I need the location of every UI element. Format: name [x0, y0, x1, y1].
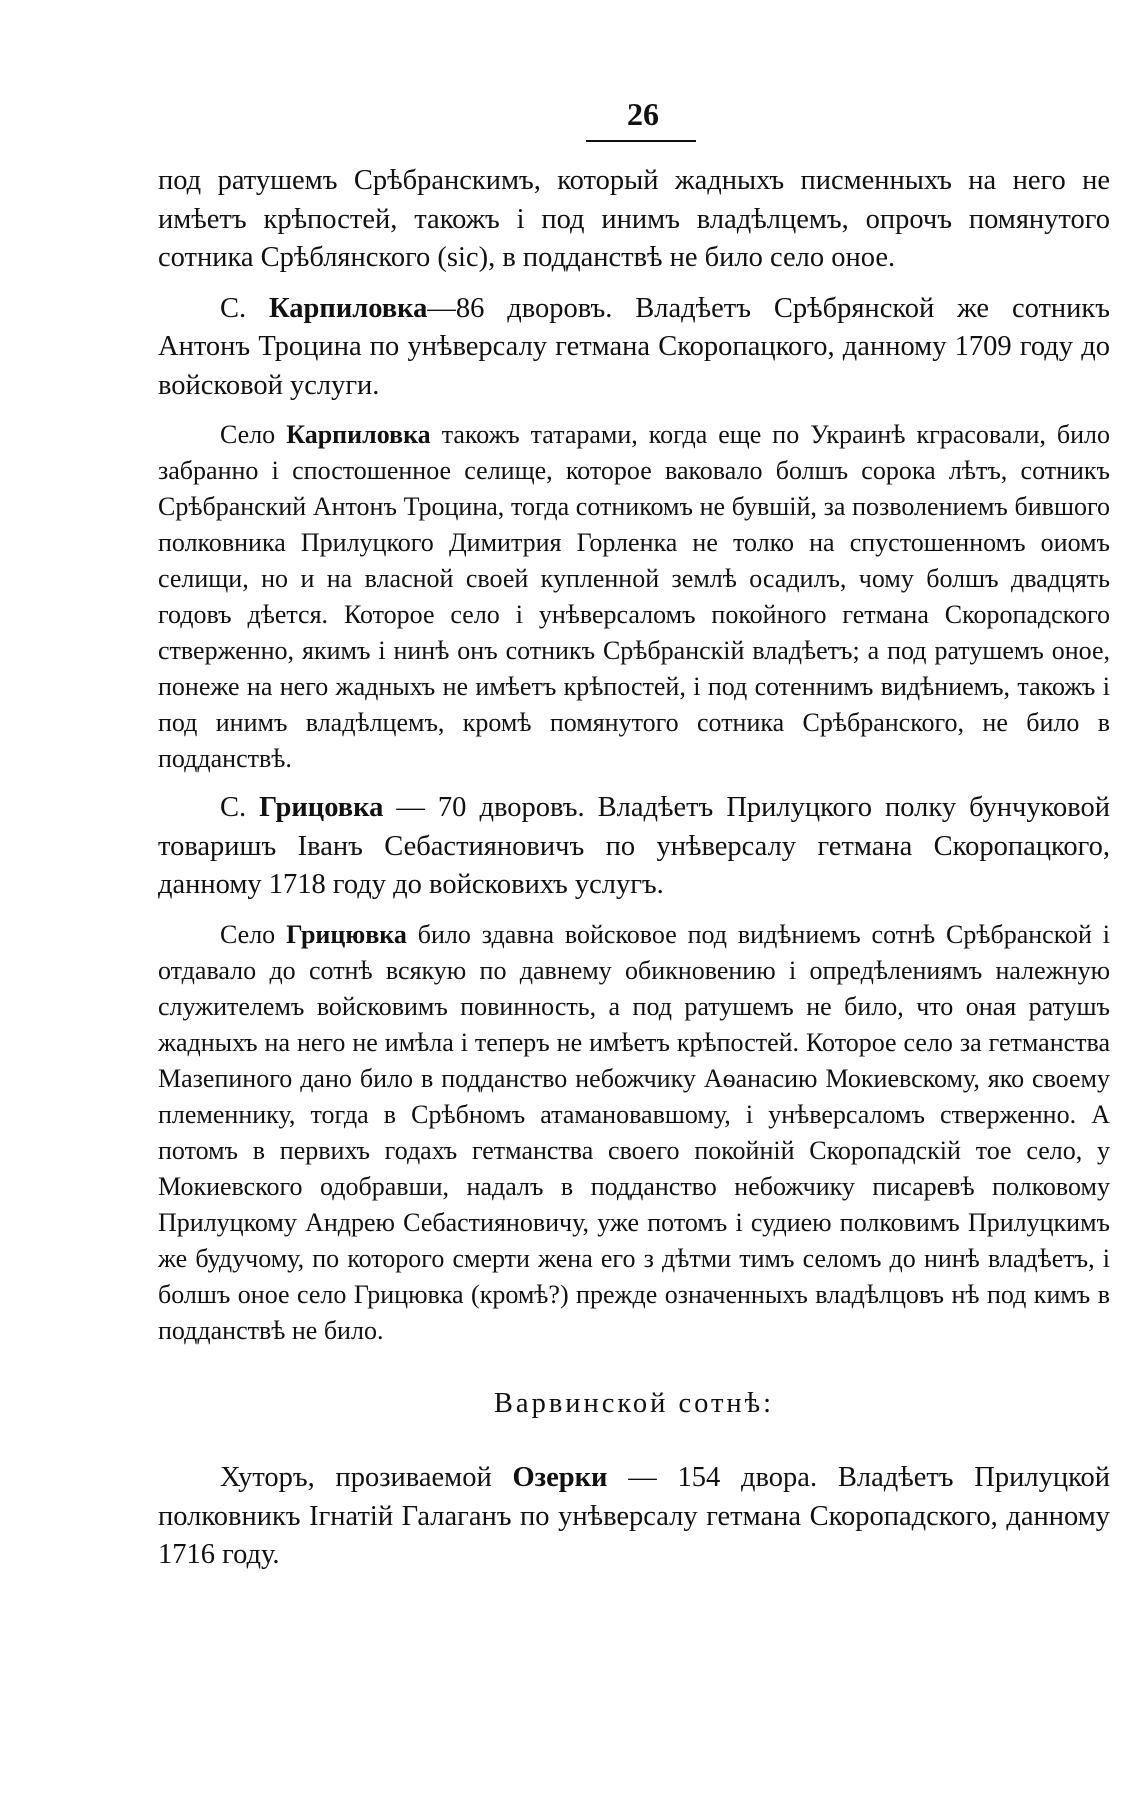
entry-prefix: С.	[220, 292, 247, 324]
hamlet-name: Озерки	[512, 1462, 608, 1493]
entry-ozerki	[158, 1459, 1110, 1575]
paragraph-text: под ратушемъ Срѣбранскимъ, который жадныхъ писменныхъ на него не имѣетъ крѣпостей, такожъ і под инимъ владѣлцемъ, опрочъ помянутого сотника Срѣблянского (sic), в подданствѣ не било село оное.	[158, 165, 1110, 273]
section-heading: Варвинской сотнѣ:	[493, 1387, 775, 1419]
entry-text: — 70 дворовъ. Владѣетъ Прилуцкого полку бунчуковой товаришъ Іванъ Себастияновичъ по унѣверсалу гетмана Скоропацкого, данному 1718 году до войсковихъ услугъ.	[158, 792, 1111, 900]
entry-text: —86 дворовъ. Владѣетъ Срѣбрянской же сотникъ Антонъ Троцина по унѣверсалу гетмана Скоропацкого, данному 1709 году до войсковой услуги.	[158, 292, 1111, 401]
paragraph-text: било здавна войсковое под видѣниемъ сотнѣ Срѣбранской і отдавало до сотнѣ всякую по давнему обикновению і опредѣлениямъ належную служителемъ войсковимъ повинность, а под ратушемъ не било, что оная ратушъ жадныхъ на него не имѣла і теперъ не имѣетъ крѣпостей. Которое село за гетманства Мазепиного дано било в подданство небожчику Аѳанасию Мокиевскому, яко своему племеннику, тогда в Срѣбномъ атамановавшому, і унѣверсаломъ стверженно. А потомъ в первихъ годахъ гетманства своего покойній Скоропадскій тое село, у Мокиевского одобравши, надалъ в подданство небожчику писаревѣ полковому Прилуцкому Андрею Себастияновичу, уже потомъ і судиею полковимъ Прилуцкимъ же будучому, по которого смерти жена его з дѣтми тимъ селомъ до нинѣ владѣетъ, і болшъ оное село Грицювка (кромѣ?) прежде означенныхъ владѣлцовъ нѣ под кимъ в подданствѣ не било.	[158, 919, 1111, 1345]
entry-text: — 154 двора. Владѣетъ Прилуцкой полковникъ Ігнатій Галаганъ по унѣверсалу гетмана Скоропадского, данному 1716 году.	[158, 1462, 1111, 1570]
page-number-rule	[586, 140, 696, 142]
entry-prefix: Хуторъ, прозиваемой	[220, 1462, 492, 1493]
document-body	[158, 162, 1110, 1575]
paragraph-gritsovka-history	[158, 917, 1110, 1349]
paragraph-prefix: Село	[220, 919, 276, 949]
paragraph-text: такожъ татарами, когда еще по Украинѣ кграсовали, било забранно і спостошенное селище, которое ваковало болшъ сорока лѣтъ, сотникъ Срѣбранский Антонъ Троцина, тогда сотникомъ не бувшій, за позволениемъ бившого полковника Прилуцкого Димитрия Горленка не толко на спустошенномъ оиомъ селищи, но и на власной своей купленной землѣ осадилъ, чому болшъ двадцять годовъ дѣется. Которое село і унѣверсаломъ покойного гетмана Скоропадского стверженно, якимъ і нинѣ онъ сотникъ Срѣбранскій владѣетъ; а под ратушемъ оное, понеже на него жадныхъ не имѣетъ крѣпостей, і под сотеннимъ видѣниемъ, такожъ і под инимъ владѣлцемъ, кромѣ помянутого сотника Срѣбранского, не било в подданствѣ.	[158, 420, 1111, 773]
paragraph-continuation	[158, 162, 1110, 278]
paragraph-prefix: Село	[220, 420, 276, 449]
village-name: Грицовка	[259, 792, 384, 823]
village-name: Карпиловка	[286, 420, 431, 449]
village-name: Грицювка	[286, 919, 407, 949]
village-name: Карпиловка	[269, 292, 428, 324]
page-number: 26	[627, 96, 659, 132]
entry-karpilovka	[158, 290, 1110, 406]
entry-prefix: С.	[220, 792, 247, 823]
paragraph-karpilovka-history	[158, 417, 1110, 777]
entry-gritsovka	[158, 789, 1110, 905]
